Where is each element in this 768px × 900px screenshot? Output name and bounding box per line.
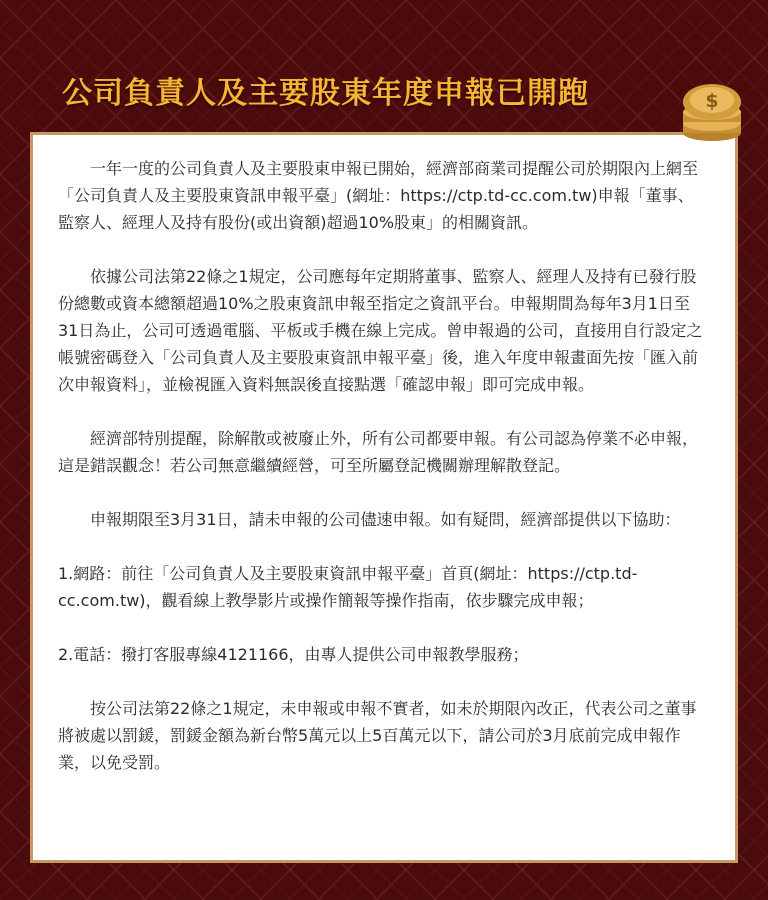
paragraph-penalty: 按公司法第22條之1規定，未申報或申報不實者，如未於期限內改正，代表公司之董事將被處以罰鍰，罰鍰金額為新台幣5萬元以上5百萬元以下，請公司於3月底前完成申報作業，以免受罰。 [58, 699, 697, 772]
paragraph-intro: 一年一度的公司負責人及主要股東申報已開始，經濟部商業司提醒公司於期限內上網至「公司負責人及主要股東資訊申報平臺」(網址：https://ctp.td-cc.com.tw)申報「董事、監察人、經理人及持有股份(或出資額)超過10%股東」的相關資訊。 [58, 159, 699, 232]
assistance-intro: 申報期限至3月31日，請未申報的公司儘速申報。如有疑問，經濟部提供以下協助： [90, 510, 681, 529]
article-body [58, 155, 708, 776]
paragraph-reminder: 經濟部特別提醒，除解散或被廢止外，所有公司都要申報。有公司認為停業不必申報，這是錯誤觀念！若公司無意繼續經營，可至所屬登記機關辦理解散登記。 [58, 429, 699, 475]
assistance-item-web: 1.網路：前往「公司負責人及主要股東資訊申報平臺」首頁(網址：https://ctp.td-cc.com.tw)，觀看線上教學影片或操作簡報等操作指南，依步驟完成申報； [58, 564, 638, 610]
svg-text:$: $ [705, 90, 719, 112]
coin-stack-icon [680, 78, 744, 144]
page-title: 公司負責人及主要股東年度申報已開跑 [62, 76, 589, 111]
assistance-section [58, 506, 708, 668]
assistance-item-phone: 2.電話：撥打客服專線4121166，由專人提供公司申報教學服務； [58, 645, 529, 664]
paragraph-legal-basis: 依據公司法第22條之1規定，公司應每年定期將董事、監察人、經理人及持有已發行股份總數或資本總額超過10%之股東資訊申報至指定之資訊平台。申報期間為每年3月1日至31日為止，公司可透過電腦、平板或手機在線上完成。曾申報過的公司，直接用自行設定之帳號密碼登入「公司負責人及主要股東資訊申報平臺」後，進入年度申報畫面先按「匯入前次申報資料」，並檢視匯入資料無誤後直接點選「確認申報」即可完成申報。 [58, 267, 703, 394]
